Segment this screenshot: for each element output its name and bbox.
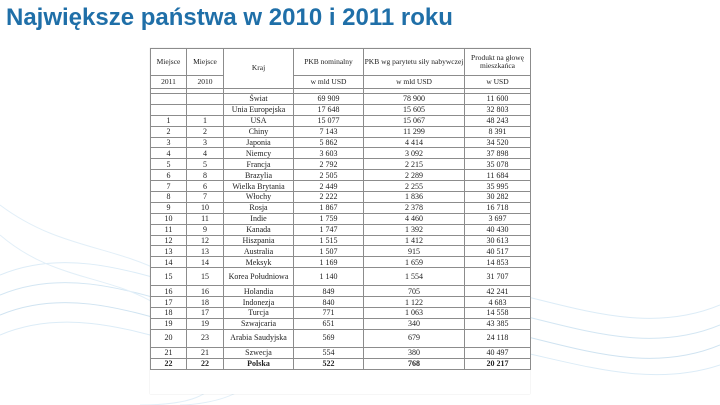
cell-produkt: 11 684 [465, 170, 531, 181]
cell-m2011: 20 [151, 329, 187, 347]
cell-m2010: 23 [187, 329, 224, 347]
cell-m2010: 19 [187, 318, 224, 329]
cell-produkt: 14 558 [465, 308, 531, 319]
cell-kraj: Holandia [224, 286, 294, 297]
cell-m2011: 11 [151, 224, 187, 235]
cell-m2010: 11 [187, 213, 224, 224]
cell-pkb: 554 [294, 347, 364, 358]
header-kraj: Kraj [224, 49, 294, 89]
cell-produkt: 40 430 [465, 224, 531, 235]
table-row [151, 235, 531, 246]
cell-parytet: 2 215 [364, 159, 465, 170]
cell-parytet: 340 [364, 318, 465, 329]
cell-m2010: 14 [187, 257, 224, 268]
cell-pkb: 2 222 [294, 192, 364, 203]
table-row [151, 170, 531, 181]
cell-produkt: 35 995 [465, 181, 531, 192]
cell-kraj: Japonia [224, 137, 294, 148]
table-row [151, 224, 531, 235]
cell-produkt: 32 803 [465, 104, 531, 115]
cell-m2010: 17 [187, 308, 224, 319]
cell-m2011: 12 [151, 235, 187, 246]
header-unit-pkb: w mld USD [294, 76, 364, 89]
table-row [151, 329, 531, 347]
cell-produkt: 3 697 [465, 213, 531, 224]
cell-kraj: Kanada [224, 224, 294, 235]
cell-pkb: 651 [294, 318, 364, 329]
header-unit-parytet: w mld USD [364, 76, 465, 89]
summary-row [151, 104, 531, 115]
cell-produkt: 48 243 [465, 115, 531, 126]
table-row [151, 257, 531, 268]
table-row [151, 202, 531, 213]
table-row [151, 318, 531, 329]
cell-kraj: Korea Południowa [224, 268, 294, 286]
header-unit-produkt: w USD [465, 76, 531, 89]
cell-produkt: 40 497 [465, 347, 531, 358]
cell-pkb: 1 515 [294, 235, 364, 246]
cell-kraj: Szwecja [224, 347, 294, 358]
summary-row [151, 94, 531, 105]
cell-m2011: 8 [151, 192, 187, 203]
cell-kraj: Włochy [224, 192, 294, 203]
cell-m2010: 2 [187, 126, 224, 137]
header-pkb-nominalny: PKB nominalny [294, 49, 364, 76]
cell-produkt: 20 217 [465, 358, 531, 369]
cell-pkb: 849 [294, 286, 364, 297]
cell-m2011: 1 [151, 115, 187, 126]
header-year-2010: 2010 [187, 76, 224, 89]
cell-parytet: 2 289 [364, 170, 465, 181]
cell-produkt: 24 118 [465, 329, 531, 347]
table-row [151, 181, 531, 192]
cell-pkb: 1 507 [294, 246, 364, 257]
table-row [151, 347, 531, 358]
cell-parytet: 4 460 [364, 213, 465, 224]
cell-miejsce-2011 [151, 104, 187, 115]
cell-kraj: Indonezja [224, 297, 294, 308]
header-produkt-na-glowe: Produkt na głowę mieszkańca [465, 49, 531, 76]
cell-parytet: 679 [364, 329, 465, 347]
cell-parytet: 2 378 [364, 202, 465, 213]
cell-parytet: 380 [364, 347, 465, 358]
cell-kraj: Unia Europejska [224, 104, 294, 115]
cell-pkb: 2 449 [294, 181, 364, 192]
cell-produkt: 34 520 [465, 137, 531, 148]
cell-parytet: 11 299 [364, 126, 465, 137]
cell-produkt: 42 241 [465, 286, 531, 297]
table-row [151, 159, 531, 170]
cell-kraj: Polska [224, 358, 294, 369]
table-row [151, 213, 531, 224]
cell-kraj: Turcja [224, 308, 294, 319]
cell-kraj: Rosja [224, 202, 294, 213]
cell-produkt: 30 282 [465, 192, 531, 203]
table-row [151, 137, 531, 148]
cell-kraj: Szwajcaria [224, 318, 294, 329]
cell-m2011: 19 [151, 318, 187, 329]
cell-produkt: 14 853 [465, 257, 531, 268]
cell-m2010: 9 [187, 224, 224, 235]
cell-pkb: 1 140 [294, 268, 364, 286]
cell-parytet: 1 836 [364, 192, 465, 203]
cell-kraj: Niemcy [224, 148, 294, 159]
cell-miejsce-2011 [151, 94, 187, 105]
cell-kraj: Francja [224, 159, 294, 170]
cell-m2011: 17 [151, 297, 187, 308]
cell-parytet: 1 063 [364, 308, 465, 319]
cell-pkb: 7 143 [294, 126, 364, 137]
cell-pkb: 1 747 [294, 224, 364, 235]
cell-produkt: 4 683 [465, 297, 531, 308]
countries-table [150, 48, 531, 370]
table-body [151, 89, 531, 370]
cell-kraj: Arabia Saudyjska [224, 329, 294, 347]
cell-pkb: 3 603 [294, 148, 364, 159]
table-row [151, 148, 531, 159]
table-row [151, 268, 531, 286]
cell-produkt: 35 078 [465, 159, 531, 170]
cell-m2011: 3 [151, 137, 187, 148]
header-pkb-parytet: PKB wg parytetu siły nabywczej [364, 49, 465, 76]
cell-m2010: 10 [187, 202, 224, 213]
cell-produkt: 40 517 [465, 246, 531, 257]
table-row [151, 286, 531, 297]
cell-m2011: 14 [151, 257, 187, 268]
cell-miejsce-2010 [187, 104, 224, 115]
cell-pkb: 5 862 [294, 137, 364, 148]
cell-produkt: 37 898 [465, 148, 531, 159]
cell-pkb: 17 648 [294, 104, 364, 115]
cell-m2011: 13 [151, 246, 187, 257]
cell-parytet: 15 605 [364, 104, 465, 115]
cell-kraj: Świat [224, 94, 294, 105]
cell-miejsce-2010 [187, 94, 224, 105]
cell-kraj: Chiny [224, 126, 294, 137]
cell-m2010: 16 [187, 286, 224, 297]
cell-pkb: 69 909 [294, 94, 364, 105]
countries-table-image [150, 48, 530, 394]
cell-m2010: 4 [187, 148, 224, 159]
header-miejsce-2010: Miejsce [187, 49, 224, 76]
cell-produkt: 8 391 [465, 126, 531, 137]
cell-m2010: 18 [187, 297, 224, 308]
table-row [151, 358, 531, 369]
cell-parytet: 768 [364, 358, 465, 369]
cell-parytet: 2 255 [364, 181, 465, 192]
cell-m2011: 6 [151, 170, 187, 181]
cell-m2011: 9 [151, 202, 187, 213]
cell-parytet: 15 067 [364, 115, 465, 126]
cell-m2010: 7 [187, 192, 224, 203]
cell-parytet: 915 [364, 246, 465, 257]
table-row [151, 308, 531, 319]
cell-parytet: 705 [364, 286, 465, 297]
table-row [151, 115, 531, 126]
cell-m2010: 5 [187, 159, 224, 170]
cell-m2010: 12 [187, 235, 224, 246]
table-row [151, 297, 531, 308]
cell-m2011: 7 [151, 181, 187, 192]
cell-pkb: 1 867 [294, 202, 364, 213]
cell-m2011: 22 [151, 358, 187, 369]
cell-kraj: Australia [224, 246, 294, 257]
header-year-2011: 2011 [151, 76, 187, 89]
cell-m2010: 6 [187, 181, 224, 192]
cell-pkb: 569 [294, 329, 364, 347]
cell-kraj: Wielka Brytania [224, 181, 294, 192]
cell-produkt: 11 600 [465, 94, 531, 105]
cell-pkb: 840 [294, 297, 364, 308]
cell-produkt: 16 718 [465, 202, 531, 213]
cell-pkb: 2 505 [294, 170, 364, 181]
table-row [151, 126, 531, 137]
cell-m2010: 15 [187, 268, 224, 286]
cell-m2011: 5 [151, 159, 187, 170]
cell-parytet: 4 414 [364, 137, 465, 148]
cell-m2010: 3 [187, 137, 224, 148]
cell-pkb: 1 759 [294, 213, 364, 224]
cell-m2010: 22 [187, 358, 224, 369]
page-title: Największe państwa w 2010 i 2011 roku [6, 4, 453, 31]
cell-parytet: 1 412 [364, 235, 465, 246]
cell-produkt: 43 385 [465, 318, 531, 329]
cell-parytet: 3 092 [364, 148, 465, 159]
cell-kraj: Hiszpania [224, 235, 294, 246]
cell-kraj: Meksyk [224, 257, 294, 268]
table-row [151, 246, 531, 257]
cell-produkt: 30 613 [465, 235, 531, 246]
cell-m2011: 18 [151, 308, 187, 319]
cell-m2010: 21 [187, 347, 224, 358]
cell-pkb: 522 [294, 358, 364, 369]
cell-parytet: 1 392 [364, 224, 465, 235]
cell-m2011: 21 [151, 347, 187, 358]
cell-m2010: 8 [187, 170, 224, 181]
cell-pkb: 771 [294, 308, 364, 319]
cell-pkb: 2 792 [294, 159, 364, 170]
cell-m2011: 16 [151, 286, 187, 297]
cell-kraj: Brazylia [224, 170, 294, 181]
cell-m2011: 4 [151, 148, 187, 159]
cell-kraj: USA [224, 115, 294, 126]
cell-m2010: 1 [187, 115, 224, 126]
cell-pkb: 1 169 [294, 257, 364, 268]
cell-produkt: 31 707 [465, 268, 531, 286]
cell-m2011: 15 [151, 268, 187, 286]
cell-m2011: 10 [151, 213, 187, 224]
cell-kraj: Indie [224, 213, 294, 224]
cell-m2011: 2 [151, 126, 187, 137]
table-row [151, 192, 531, 203]
cell-m2010: 13 [187, 246, 224, 257]
header-miejsce-2011: Miejsce [151, 49, 187, 76]
cell-pkb: 15 077 [294, 115, 364, 126]
cell-parytet: 1 659 [364, 257, 465, 268]
cell-parytet: 1 122 [364, 297, 465, 308]
cell-parytet: 78 900 [364, 94, 465, 105]
cell-parytet: 1 554 [364, 268, 465, 286]
